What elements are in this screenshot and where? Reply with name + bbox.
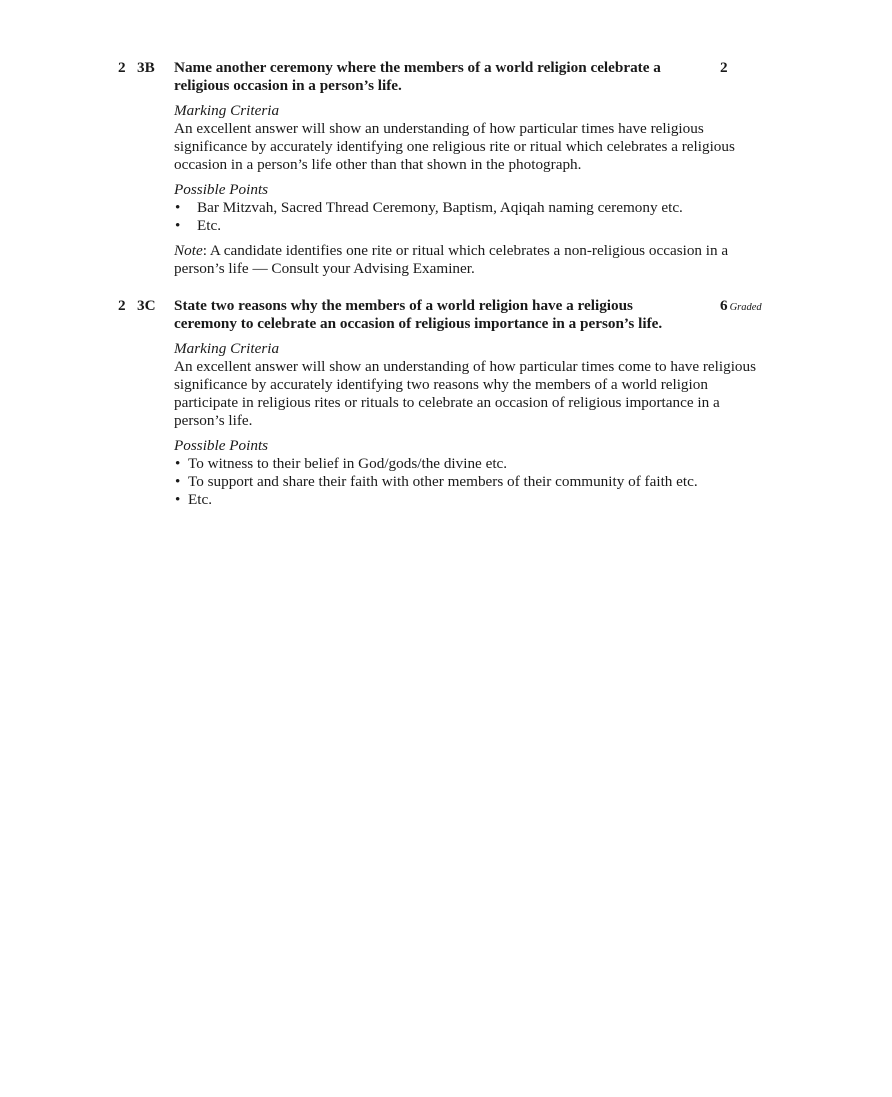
marking-criteria-label: Marking Criteria [174,340,280,357]
question-title-line: State two reasons why the members of a world religion have a religious [174,297,633,314]
marking-criteria-text [174,120,735,174]
possible-points-label: Possible Points [174,437,269,454]
question-title [174,59,735,95]
graded-label: Graded [729,302,762,313]
criteria-line: person’s life. [174,412,253,429]
question-title [174,297,756,333]
question-number: 2 [118,297,126,314]
criteria-line: significance by accurately identifying one religious rite or ritual which celebrates a religious [174,138,735,155]
bullet-icon: • [175,491,181,508]
question-title-line: Name another ceremony where the members of a world religion celebrate a [174,59,661,76]
note-line: : A candidate identifies one rite or ritual which celebrates a non-religious occasion in a [202,242,729,259]
criteria-line: participate in religious rites or rituals to celebrate an occasion of religious importance in a [174,394,720,411]
question-title-line: religious occasion in a person’s life. [174,77,402,94]
list-item: • To witness to their belief in God/gods/the divine etc. [175,455,508,472]
list-item: • Bar Mitzvah, Sacred Thread Ceremony, Baptism, Aqiqah naming ceremony etc. [175,199,683,216]
possible-points-label: Possible Points [174,181,269,198]
question-part: 3C [137,297,156,314]
list-item: • To support and share their faith with other members of their community of faith etc. [175,473,698,490]
marks-value: 6 [720,297,728,314]
bullet-icon: • [175,455,181,472]
question-body [174,297,756,509]
criteria-line: An excellent answer will show an understanding of how particular times have religious [174,120,704,137]
bullet-icon: • [175,199,181,216]
question-title-line: ceremony to celebrate an occasion of religious importance in a person’s life. [174,315,663,332]
list-item: • Etc. [175,491,213,508]
question-number: 2 [118,59,126,76]
marking-criteria-text [174,358,756,430]
note [174,242,735,278]
possible-points-list [174,455,756,509]
note-line: person’s life — Consult your Advising Examiner. [174,260,475,277]
criteria-line: An excellent answer will show an understanding of how particular times come to have religious [174,358,757,375]
note-label: Note [174,242,203,259]
bullet-icon: • [175,473,181,490]
criteria-line: occasion in a person’s life other than that shown in the photograph. [174,156,582,173]
bullet-icon: • [175,217,181,234]
possible-points-list [174,199,735,235]
criteria-line: significance by accurately identifying two reasons why the members of a world religion [174,376,708,393]
marking-criteria-label: Marking Criteria [174,102,280,119]
question-body [174,59,735,278]
marks-value: 2 [720,59,728,76]
question-part: 3B [137,59,155,76]
list-item: • Etc. [175,217,222,234]
